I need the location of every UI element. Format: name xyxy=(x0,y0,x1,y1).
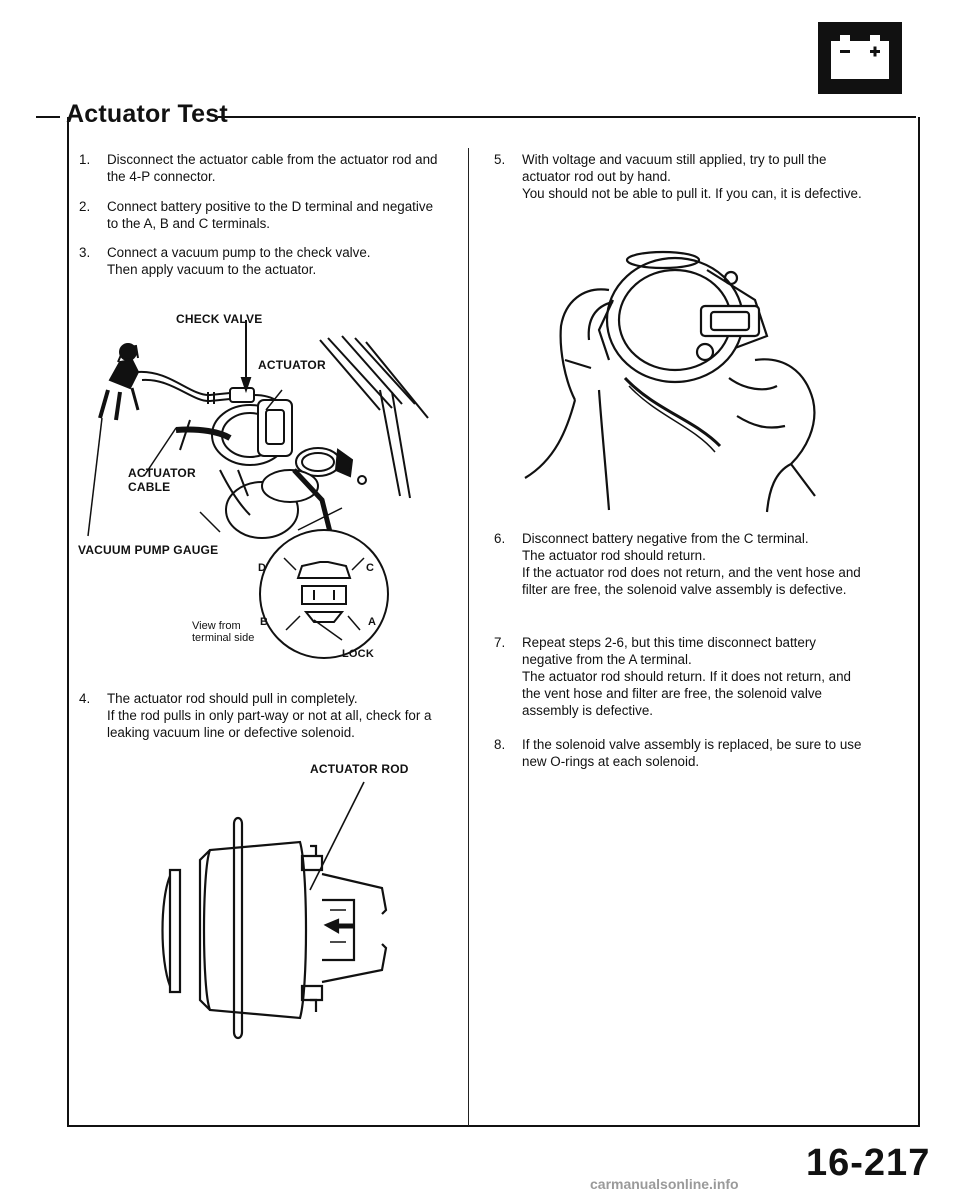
step-text: If the actuator rod does not return, and the vent hose and filter are free, the solenoid valve assembly is defective. xyxy=(522,565,861,597)
view-from-label xyxy=(192,620,254,644)
lock-label: LOCK xyxy=(342,648,374,660)
column-divider xyxy=(468,148,469,1126)
view-from-line-2: terminal side xyxy=(192,632,255,644)
step-text: With voltage and vacuum still applied, try to pull the actuator rod out by hand. xyxy=(522,152,827,184)
step-text: The actuator rod should return. If it does not return, and the vent hose and filter are free, the solenoid valve assembly is defective. xyxy=(522,669,852,718)
terminal-b-label: B xyxy=(260,616,269,628)
step-7 xyxy=(494,634,866,719)
check-valve-label: CHECK VALVE xyxy=(176,312,263,326)
actuator-rod-label: ACTUATOR ROD xyxy=(310,762,409,776)
vacuum-pump-gauge-label: VACUUM PUMP GAUGE xyxy=(78,543,219,557)
step-text: Connect battery positive to the D terminal and negative to the A, B and C terminals. xyxy=(107,199,434,231)
step-number: 6. xyxy=(494,531,506,546)
step-text: The actuator rod should pull in completely. xyxy=(107,691,358,706)
step-text: Then apply vacuum to the actuator. xyxy=(107,262,317,277)
site-watermark: carmanualsonline.info xyxy=(590,1176,739,1192)
terminal-a-label: A xyxy=(368,616,377,628)
page-title: Actuator Test xyxy=(66,100,228,128)
step-3 xyxy=(79,244,441,278)
view-from-line-1: View from xyxy=(192,620,241,632)
step-text: Repeat steps 2-6, but this time disconnect battery negative from the A terminal. xyxy=(522,635,817,667)
step-text: If the rod pulls in only part-way or not at all, check for a leaking vacuum line or defective solenoid. xyxy=(107,708,432,740)
hands-pull-illustration xyxy=(505,240,855,520)
step-text: If the solenoid valve assembly is replaced, be sure to use new O-rings at each solenoid. xyxy=(522,737,862,769)
actuator-rod-figure xyxy=(150,760,450,1060)
step-text: The actuator rod should return. xyxy=(522,548,706,563)
step-6 xyxy=(494,530,866,598)
step-text: You should not be able to pull it. If you can, it is defective. xyxy=(522,186,862,201)
page-number: 16-217 xyxy=(806,1142,931,1184)
step-text: Disconnect battery negative from the C terminal. xyxy=(522,531,809,546)
step-text: Connect a vacuum pump to the check valve. xyxy=(107,245,371,260)
hands-pull-figure xyxy=(505,240,855,520)
step-1 xyxy=(79,151,441,185)
step-4 xyxy=(79,690,441,741)
vacuum-test-figure xyxy=(80,300,460,680)
actuator-cable-label xyxy=(128,466,196,494)
actuator-rod-illustration xyxy=(150,760,450,1050)
actuator-cable-line-1: ACTUATOR xyxy=(128,466,196,480)
actuator-label: ACTUATOR xyxy=(258,358,326,372)
title-leader-rule xyxy=(36,116,60,118)
step-number: 3. xyxy=(79,245,91,260)
step-2 xyxy=(79,198,441,232)
step-number: 7. xyxy=(494,635,506,650)
step-text: Disconnect the actuator cable from the actuator rod and the 4-P connector. xyxy=(107,152,438,184)
step-number: 4. xyxy=(79,691,91,706)
step-number: 2. xyxy=(79,199,91,214)
terminal-d-label: D xyxy=(258,562,267,574)
step-5 xyxy=(494,151,866,202)
terminal-c-label: C xyxy=(366,562,375,574)
step-number: 5. xyxy=(494,152,506,167)
battery-icon xyxy=(818,22,902,94)
step-number: 1. xyxy=(79,152,91,167)
step-8 xyxy=(494,736,866,770)
step-number: 8. xyxy=(494,737,506,752)
actuator-cable-line-2: CABLE xyxy=(128,480,171,494)
